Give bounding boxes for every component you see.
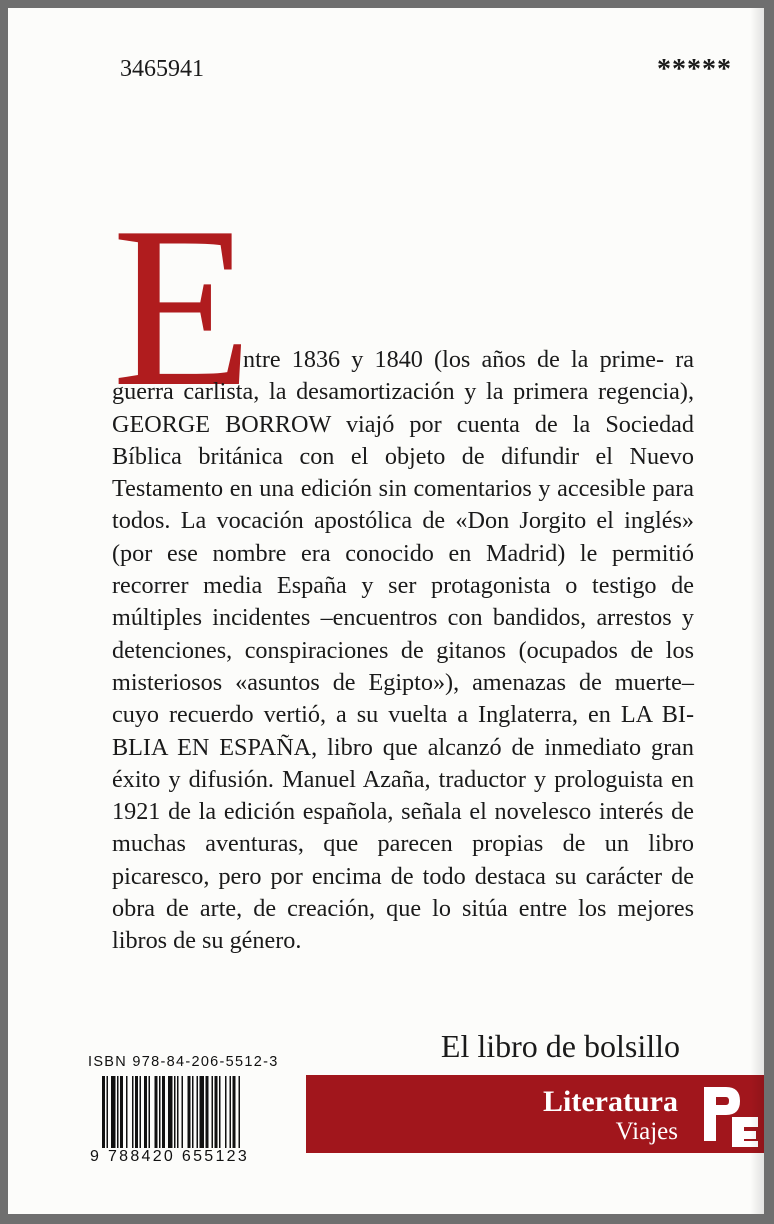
barcode-digits: 9 788420 655123 — [88, 1148, 290, 1166]
category-band — [306, 1075, 764, 1153]
barcode-bar — [233, 1076, 236, 1158]
barcode-bar — [144, 1076, 147, 1158]
barcode-bar — [135, 1076, 138, 1158]
barcode-bar — [107, 1076, 109, 1158]
barcode-bar — [230, 1076, 232, 1158]
barcode-bar — [215, 1076, 218, 1158]
barcode-bar — [126, 1076, 128, 1158]
barcode-bar — [188, 1076, 191, 1158]
barcode-bar — [174, 1076, 176, 1158]
isbn-label: ISBN 978-84-206-5512-3 — [88, 1054, 279, 1070]
barcode-bar — [149, 1076, 151, 1158]
drop-cap: E — [112, 179, 253, 434]
barcode-bar — [182, 1076, 184, 1158]
rating-stars: ***** — [657, 54, 732, 85]
catalog-code: 3465941 — [120, 56, 204, 82]
barcode-bar — [192, 1076, 194, 1158]
barcode-bar — [117, 1076, 119, 1158]
barcode-bar — [200, 1076, 205, 1158]
barcode-bar — [212, 1076, 214, 1158]
barcode — [102, 1076, 282, 1158]
book-back-cover — [8, 8, 764, 1214]
barcode-bar — [168, 1076, 173, 1158]
barcode-bar — [197, 1076, 199, 1158]
description-text — [112, 344, 694, 958]
barcode-bar — [155, 1076, 158, 1158]
description-body: ra guerra carlista, la desamortización y la primera regencia), GEORGE BORROW viajó por cuenta de la Sociedad Bíblica británica con el objeto de difundir el Nuevo Testamento en una edición sin comentarios y accesible para todos. La vocación apostólica de «Don Jorgito el inglés» (por ese nombre era conocido en Madrid) le permitió recorrer media España y ser protagonista o testigo de múltiples incidentes –encuentros con bandidos, arrestos y detenciones, conspiraciones de gitanos (ocupados de los misteriosos «asuntos de Egipto»), amenazas de muerte– cuyo recuerdo vertió, a su vuelta a Inglaterra, en LA BIBLIA EN ESPAÑA, libro que alcanzó de inmediato gran éxito y difusión. Manuel Azaña, traductor y prologuista en 1921 de la edición española, señala el novelesco interés de muchas aventuras, que parecen propias de un libro picaresco, pero por encima de todo destaca su carácter de obra de arte, de creación, que lo sitúa entre los mejores libros de su género. — [112, 346, 694, 955]
barcode-bar — [120, 1076, 123, 1158]
series-title: El libro de bolsillo — [440, 1028, 680, 1064]
barcode-bar — [225, 1076, 227, 1158]
barcode-bar — [162, 1076, 165, 1158]
category-label: Literatura — [543, 1085, 678, 1118]
barcode-bar — [132, 1076, 134, 1158]
barcode-bar — [140, 1076, 142, 1158]
barcode-bar — [177, 1076, 179, 1158]
barcode-bar — [159, 1076, 161, 1158]
barcode-bar — [102, 1076, 105, 1158]
description-first-line: ntre 1836 y 1840 (los años de la prime- — [243, 346, 665, 373]
barcode-bar — [219, 1076, 221, 1158]
barcode-bar — [239, 1076, 241, 1158]
barcode-bar — [206, 1076, 209, 1158]
subcategory-label: Viajes — [615, 1118, 678, 1145]
barcode-bar — [111, 1076, 116, 1158]
publisher-logo-icon — [696, 1081, 762, 1147]
